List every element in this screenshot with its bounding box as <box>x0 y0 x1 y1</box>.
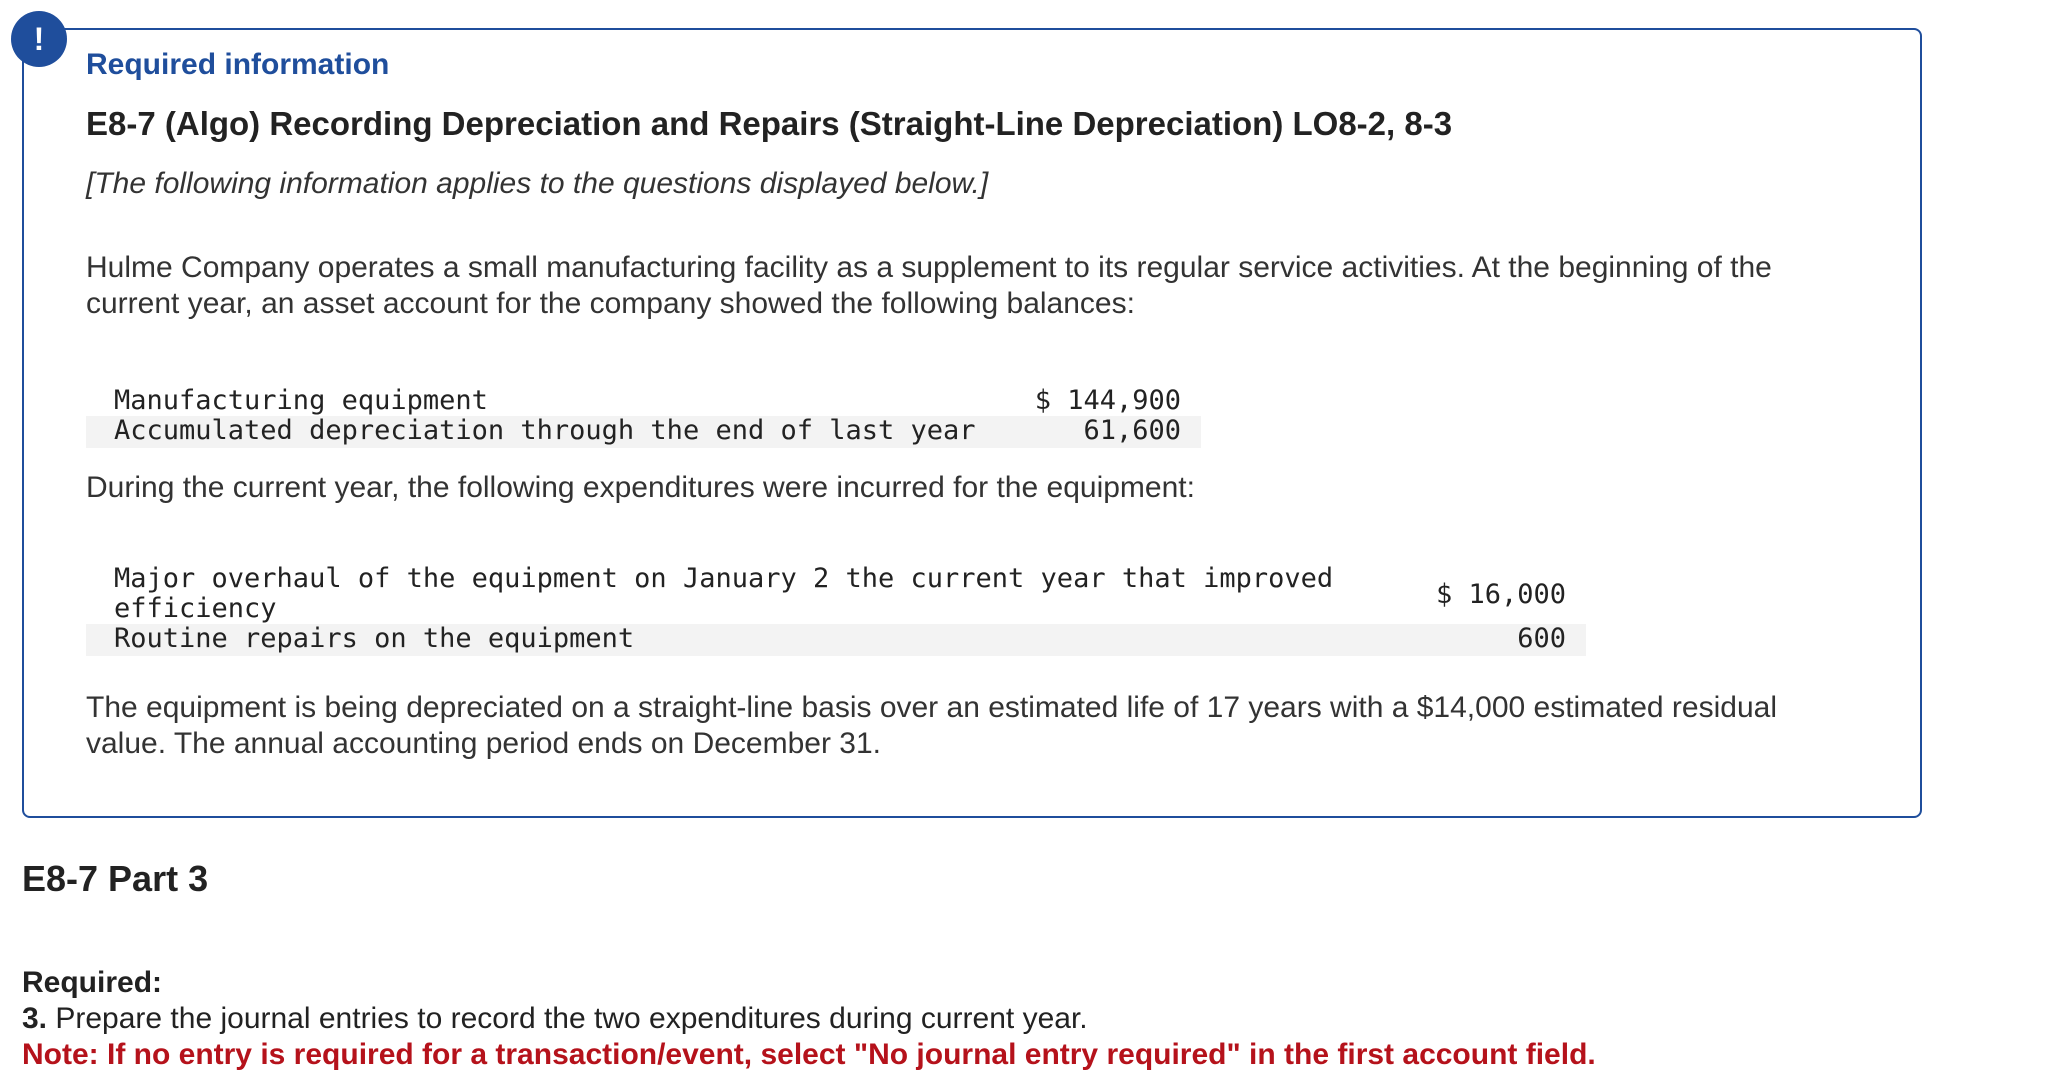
closing-paragraph: The equipment is being depreciated on a straight-line basis over an estimated life of 17 years with a $14,000 estimated residual value. The annual accounting period ends on December 31. <box>86 691 1777 760</box>
balances-table <box>86 386 1201 448</box>
alert-icon: ! <box>11 11 67 67</box>
expenditure-label: Routine repairs on the equipment <box>114 623 635 654</box>
table-row <box>86 416 1201 448</box>
expenditure-value: 600 <box>1517 623 1566 654</box>
expenditure-label: Major overhaul of the equipment on January 2 the current year that improved efficiency <box>114 563 1334 624</box>
applies-note: [The following information applies to the questions displayed below.] <box>86 167 989 200</box>
table-row <box>86 386 1201 416</box>
exercise-title: E8-7 (Algo) Recording Depreciation and Repairs (Straight-Line Depreciation) LO8-2, 8-3 <box>86 105 1453 142</box>
expenditures-intro: During the current year, the following expenditures were incurred for the equipment: <box>86 471 1195 504</box>
instruction-note: Note: If no entry is required for a transaction/event, select "No journal entry required" in the first account field. <box>22 1038 1596 1071</box>
required-label: Required: <box>22 966 163 999</box>
question-text <box>22 1002 1088 1036</box>
balance-value: 61,600 <box>1083 415 1181 446</box>
question-body: Prepare the journal entries to record the two expenditures during current year. <box>47 1002 1088 1035</box>
expenditure-value: $ 16,000 <box>1435 579 1566 610</box>
intro-paragraph: Hulme Company operates a small manufacturing facility as a supplement to its regular service activities. At the beginning of the current year, an asset account for the company showed the following balances: <box>86 251 1772 320</box>
table-row <box>86 624 1586 656</box>
balance-value: $ 144,900 <box>1034 385 1181 416</box>
balance-label: Manufacturing equipment <box>114 385 488 416</box>
part-title: E8-7 Part 3 <box>22 858 209 899</box>
balance-label: Accumulated depreciation through the end of last year <box>114 415 976 446</box>
question-number: 3. <box>22 1002 48 1035</box>
expenditures-table <box>86 564 1586 654</box>
required-information-heading: Required information <box>86 48 390 81</box>
table-row <box>86 564 1586 624</box>
